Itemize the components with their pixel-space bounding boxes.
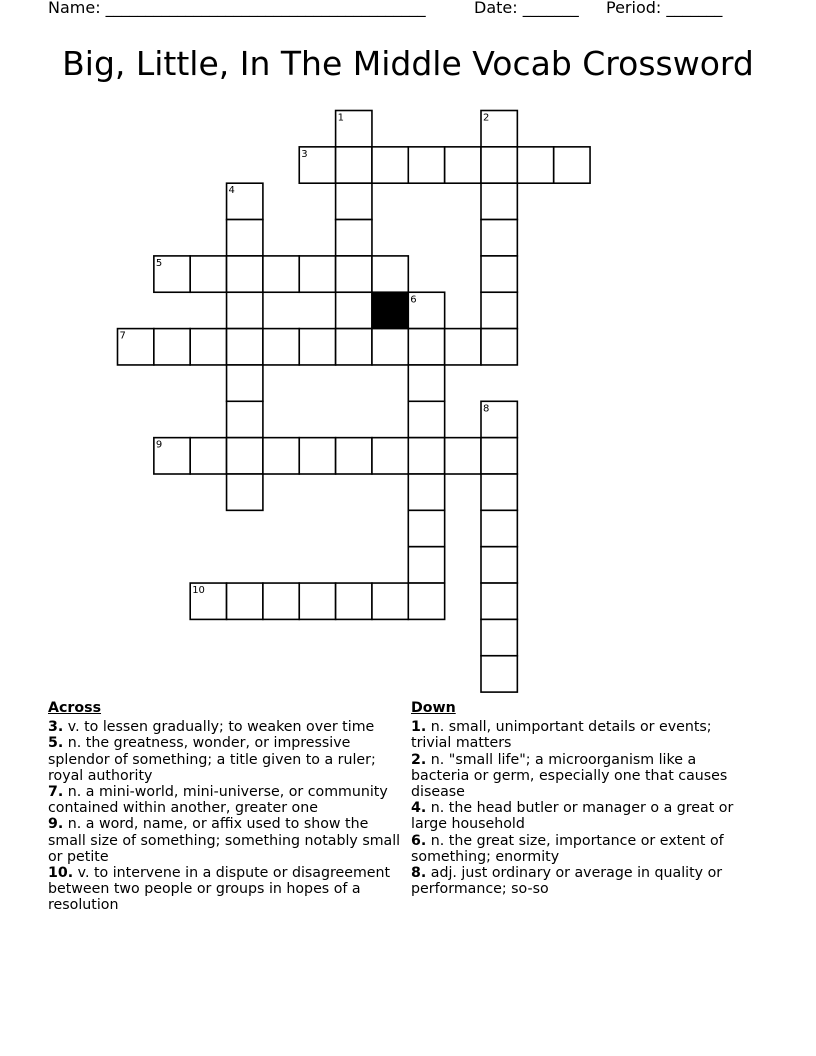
across-clue bbox=[48, 784, 408, 816]
clue-number: 10 bbox=[192, 585, 205, 597]
page-title: Big, Little, In The Middle Vocab Crossword bbox=[62, 44, 754, 83]
clue-number: 7 bbox=[119, 330, 126, 342]
grid-cell[interactable] bbox=[481, 438, 517, 474]
grid-cell[interactable] bbox=[372, 329, 408, 365]
grid-cell[interactable] bbox=[554, 147, 590, 183]
grid-cell[interactable] bbox=[336, 438, 372, 474]
grid-cell[interactable] bbox=[336, 256, 372, 292]
grid-cell[interactable] bbox=[408, 365, 444, 401]
grid-cell[interactable] bbox=[299, 147, 335, 183]
clue-number: 8. bbox=[411, 865, 427, 882]
across-clue bbox=[48, 719, 408, 735]
clue-number: 9. bbox=[48, 816, 64, 833]
grid-cell[interactable] bbox=[445, 438, 481, 474]
grid-cell[interactable] bbox=[481, 656, 517, 692]
grid-cell[interactable] bbox=[481, 510, 517, 546]
grid-cell[interactable] bbox=[445, 147, 481, 183]
grid-cell[interactable] bbox=[481, 329, 517, 365]
clue-number: 1 bbox=[337, 112, 344, 124]
clue-number: 6 bbox=[410, 294, 417, 306]
grid-cell[interactable] bbox=[227, 365, 263, 401]
grid-cell[interactable] bbox=[190, 583, 226, 619]
grid-cell[interactable] bbox=[190, 438, 226, 474]
grid-cell[interactable] bbox=[408, 147, 444, 183]
across-clue bbox=[48, 816, 408, 865]
down-clue bbox=[411, 833, 751, 865]
down-heading: Down bbox=[411, 700, 456, 716]
grid-cell[interactable] bbox=[299, 329, 335, 365]
down-clues bbox=[411, 700, 751, 897]
name-field[interactable]: Name: ________________________________________ bbox=[48, 0, 426, 17]
clue-number: 2. bbox=[411, 751, 427, 768]
grid-cell[interactable] bbox=[190, 329, 226, 365]
clue-number: 7. bbox=[48, 784, 64, 801]
grid-cell[interactable] bbox=[372, 438, 408, 474]
across-clues bbox=[48, 700, 408, 914]
grid-cell[interactable] bbox=[336, 147, 372, 183]
clue-text: v. to lessen gradually; to weaken over time bbox=[63, 719, 375, 736]
grid-cell[interactable] bbox=[336, 220, 372, 256]
grid-cell[interactable] bbox=[408, 292, 444, 328]
grid-block bbox=[372, 292, 408, 328]
grid-cell[interactable] bbox=[336, 329, 372, 365]
across-clue bbox=[48, 735, 408, 784]
grid-cell[interactable] bbox=[227, 438, 263, 474]
grid-cell[interactable] bbox=[517, 147, 553, 183]
grid-cell[interactable] bbox=[481, 111, 517, 147]
grid-cell[interactable] bbox=[481, 474, 517, 510]
grid-cell[interactable] bbox=[263, 256, 299, 292]
clue-text: n. small, unimportant details or events; trivial matters bbox=[411, 719, 712, 752]
grid-cell[interactable] bbox=[227, 474, 263, 510]
clue-number: 9 bbox=[155, 439, 163, 451]
grid-cell[interactable] bbox=[481, 292, 517, 328]
clue-text: adj. just ordinary or average in quality or performance; so-so bbox=[411, 865, 723, 898]
grid-cell[interactable] bbox=[336, 583, 372, 619]
grid-cell[interactable] bbox=[227, 583, 263, 619]
grid-cell[interactable] bbox=[336, 111, 372, 147]
clue-number: 1. bbox=[411, 719, 427, 736]
clue-text: n. a mini-world, mini-universe, or community contained within another, greater one bbox=[48, 784, 388, 817]
clue-text: n. the great size, importance or extent of something; enormity bbox=[411, 832, 724, 865]
grid-cell[interactable] bbox=[481, 583, 517, 619]
grid-cell[interactable] bbox=[154, 438, 190, 474]
grid-cell[interactable] bbox=[227, 183, 263, 219]
grid-cell[interactable] bbox=[481, 256, 517, 292]
grid-cell[interactable] bbox=[227, 256, 263, 292]
grid-cell[interactable] bbox=[372, 583, 408, 619]
grid-cell[interactable] bbox=[263, 329, 299, 365]
grid-cell[interactable] bbox=[408, 510, 444, 546]
grid-cell[interactable] bbox=[481, 401, 517, 437]
clue-number: 8 bbox=[483, 403, 490, 415]
clue-text: n. the head butler or manager o a great or large household bbox=[411, 800, 734, 833]
clue-text: v. to intervene in a dispute or disagreement between two people or groups in hopes of a resolution bbox=[48, 865, 391, 914]
grid-cell[interactable] bbox=[336, 292, 372, 328]
across-heading: Across bbox=[48, 700, 102, 716]
clue-number: 10. bbox=[48, 865, 74, 882]
grid-cell[interactable] bbox=[481, 619, 517, 655]
grid-cell[interactable] bbox=[408, 474, 444, 510]
grid-cell[interactable] bbox=[408, 329, 444, 365]
grid-cell[interactable] bbox=[227, 292, 263, 328]
grid-cell[interactable] bbox=[336, 183, 372, 219]
grid-cell[interactable] bbox=[481, 183, 517, 219]
period-field[interactable]: Period: _______ bbox=[606, 0, 723, 17]
down-clue bbox=[411, 719, 751, 751]
down-clue bbox=[411, 865, 751, 897]
across-clue-list bbox=[48, 719, 408, 913]
grid-cell[interactable] bbox=[481, 547, 517, 583]
grid-cell[interactable] bbox=[299, 583, 335, 619]
grid-cell[interactable] bbox=[154, 329, 190, 365]
grid-cell[interactable] bbox=[227, 401, 263, 437]
grid-cell[interactable] bbox=[154, 256, 190, 292]
grid-cell[interactable] bbox=[263, 438, 299, 474]
clue-number: 2 bbox=[483, 112, 490, 124]
clue-text: n. "small life"; a microorganism like a bacteria or germ, especially one that causes disease bbox=[411, 751, 728, 801]
grid-cell[interactable] bbox=[408, 401, 444, 437]
across-clue bbox=[48, 865, 408, 914]
clue-number: 3. bbox=[48, 719, 64, 736]
grid-cell[interactable] bbox=[408, 583, 444, 619]
grid-cell[interactable] bbox=[227, 220, 263, 256]
down-clue bbox=[411, 752, 751, 801]
clue-text: n. a word, name, or affix used to show the small size of something; something notably small or petite bbox=[48, 816, 401, 865]
grid-cell[interactable] bbox=[263, 583, 299, 619]
clue-number: 3 bbox=[301, 148, 308, 160]
grid-cell[interactable] bbox=[445, 329, 481, 365]
grid-cell[interactable] bbox=[481, 147, 517, 183]
clue-number: 5. bbox=[48, 735, 64, 752]
clue-number: 5 bbox=[155, 257, 163, 269]
grid-cell[interactable] bbox=[372, 147, 408, 183]
date-field[interactable]: Date: _______ bbox=[474, 0, 579, 17]
clue-number: 4 bbox=[228, 185, 235, 197]
clue-number: 4. bbox=[411, 800, 427, 817]
grid-cell[interactable] bbox=[227, 329, 263, 365]
grid-cell[interactable] bbox=[299, 256, 335, 292]
grid-cell[interactable] bbox=[118, 329, 154, 365]
down-clue-list bbox=[411, 719, 751, 897]
grid-cell[interactable] bbox=[190, 256, 226, 292]
grid-cell[interactable] bbox=[481, 220, 517, 256]
grid-cell[interactable] bbox=[299, 438, 335, 474]
down-clue bbox=[411, 800, 751, 832]
grid-cell[interactable] bbox=[408, 438, 444, 474]
grid-cell[interactable] bbox=[408, 547, 444, 583]
grid-cell[interactable] bbox=[372, 256, 408, 292]
clue-number: 6. bbox=[411, 832, 427, 849]
clue-text: n. the greatness, wonder, or impressive splendor of something; a title given to a ruler; royal authority bbox=[48, 735, 376, 784]
